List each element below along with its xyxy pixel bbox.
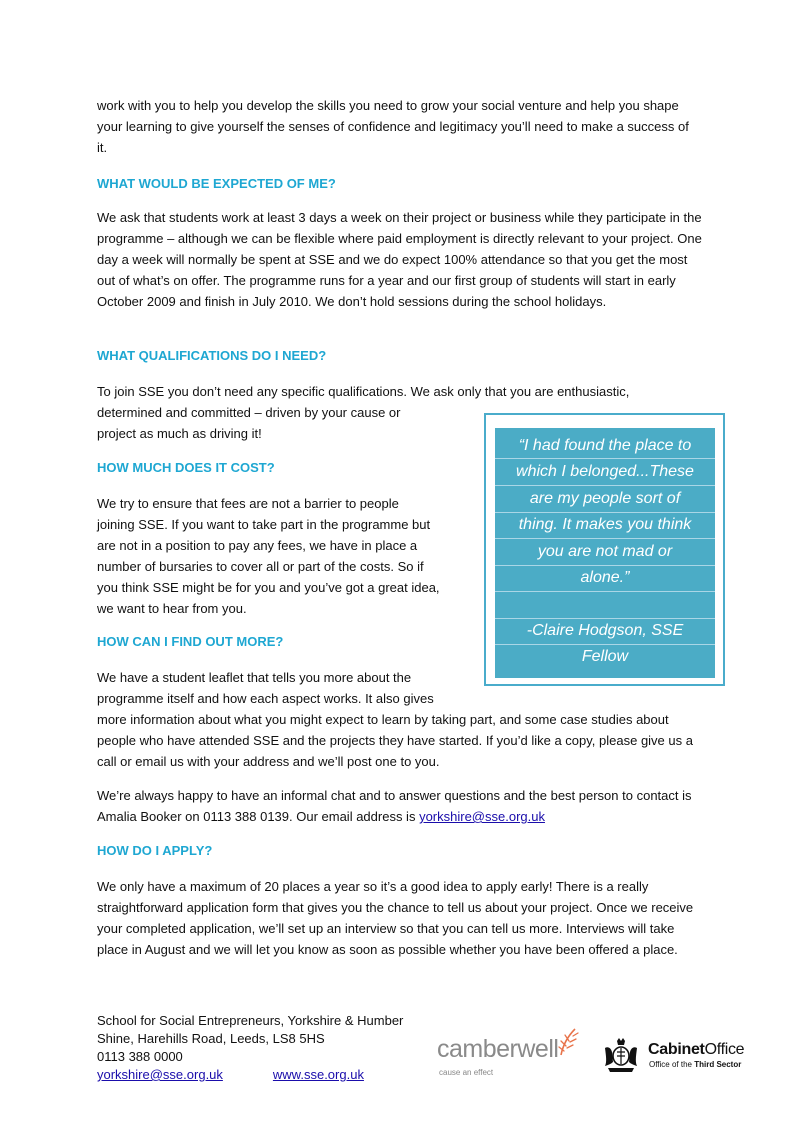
footer-contact	[97, 1012, 403, 1084]
contact-email-link[interactable]: yorkshire@sse.org.uk	[419, 809, 545, 824]
cabinet-office-logo	[602, 1038, 772, 1078]
qualifications-line: project as much as driving it!	[97, 426, 262, 441]
cabinet-office-name	[648, 1041, 744, 1059]
cost-line: we want to hear from you.	[97, 601, 247, 616]
more-line: programme itself and how each aspect works. It also gives	[97, 691, 434, 706]
footer-email-link[interactable]: yorkshire@sse.org.uk	[97, 1067, 223, 1082]
footer-org: School for Social Entrepreneurs, Yorkshire & Humber	[97, 1013, 404, 1028]
cost-paragraph	[97, 493, 467, 619]
cabinet-office-subtitle-prefix: Office of the	[649, 1060, 695, 1069]
camberwell-tagline: cause an effect	[439, 1068, 494, 1077]
heading-find-out-more: HOW CAN I FIND OUT MORE?	[97, 634, 284, 649]
quote-divider	[495, 591, 715, 592]
heading-expected: WHAT WOULD BE EXPECTED OF ME?	[97, 176, 336, 191]
cost-line: are not in a position to pay any fees, we have in place a	[97, 538, 418, 553]
royal-crest-icon	[602, 1038, 640, 1074]
cabinet-office-subtitle-bold: Third Sector	[694, 1060, 742, 1069]
contact-text: We’re always happy to have an informal chat and to answer questions and the best person to contact is Amalia Booker on 0113 388 0139. Our email address is	[97, 788, 692, 824]
footer-phone: 0113 388 0000	[97, 1049, 183, 1064]
camberwell-logo	[437, 1027, 587, 1082]
cabinet-office-name-bold: Cabinet	[648, 1041, 705, 1058]
camberwell-leaf-icon	[555, 1027, 581, 1057]
qualifications-line: To join SSE you don’t need any specific qualifications. We ask only that you are enthusiastic,	[97, 384, 630, 399]
heading-apply: HOW DO I APPLY?	[97, 843, 213, 858]
qualifications-line: determined and committed – driven by your cause or	[97, 405, 401, 420]
heading-qualifications: WHAT QUALIFICATIONS DO I NEED?	[97, 348, 327, 363]
footer-links	[97, 1066, 403, 1084]
camberwell-wordmark: camberwell	[437, 1035, 559, 1063]
quote-line: are my people sort of	[529, 490, 681, 507]
quote-attribution: Fellow	[581, 648, 629, 665]
contact-paragraph	[97, 785, 697, 827]
expected-paragraph: We ask that students work at least 3 days a week on their project or business while they participate in the programme – although we can be flexible where paid employment is directly relevant to your project. One day a week will normally be spent at SSE and we do expect 100% attendance so that you get the most out of what’s on offer. The programme runs for a year and our first group of students will start in early October 2009 and finish in July 2010. We don’t hold sessions during the school holidays.	[97, 210, 702, 309]
cost-line: number of bursaries to cover all or part of the costs. So if	[97, 559, 424, 574]
quote-line: “I had found the place to	[518, 437, 692, 454]
more-line: We have a student leaflet that tells you more about the	[97, 670, 412, 685]
quote-panel	[495, 428, 715, 678]
cost-line: joining SSE. If you want to take part in the programme but	[97, 517, 431, 532]
cost-line: you think SSE might be for you and you’ve got a great idea,	[97, 580, 440, 595]
quote-line: which I belonged...These	[516, 463, 694, 480]
footer-website-link[interactable]: www.sse.org.uk	[272, 1067, 364, 1082]
footer-address: Shine, Harehills Road, Leeds, LS8 5HS	[97, 1031, 325, 1046]
heading-cost: HOW MUCH DOES IT COST?	[97, 460, 275, 475]
apply-paragraph: We only have a maximum of 20 places a year so it’s a good idea to apply early! There is a really straightforward application form that gives you the chance to tell us about your project. Once we receive your completed application, we’ll set up an interview so that you can tell us more. Interviews will take place in August and we will let you know as soon as possible whether you have been offered a place.	[97, 879, 694, 957]
quote-box	[484, 413, 725, 686]
cost-line: We try to ensure that fees are not a barrier to people	[97, 496, 399, 511]
cabinet-office-subtitle	[649, 1060, 741, 1069]
quote-line: thing. It makes you think	[518, 516, 692, 533]
intro-paragraph: work with you to help you develop the skills you need to grow your social venture and help you shape your learning to give yourself the senses of confidence and legitimacy you’ll need to make a success of it.	[97, 98, 689, 155]
more-paragraph: more information about what you might expect to learn by taking part, and some case studies about people who have attended SSE and the projects they have started. If you’d like a copy, please give us a call or email us with your address and we’ll post one to you.	[97, 712, 693, 769]
cabinet-office-name-rest: Office	[704, 1041, 745, 1058]
more-intro-lines	[97, 667, 467, 709]
quote-line: you are not mad or	[537, 543, 673, 560]
quote-line: alone.”	[580, 569, 630, 586]
quote-attribution: -Claire Hodgson, SSE	[526, 622, 684, 639]
